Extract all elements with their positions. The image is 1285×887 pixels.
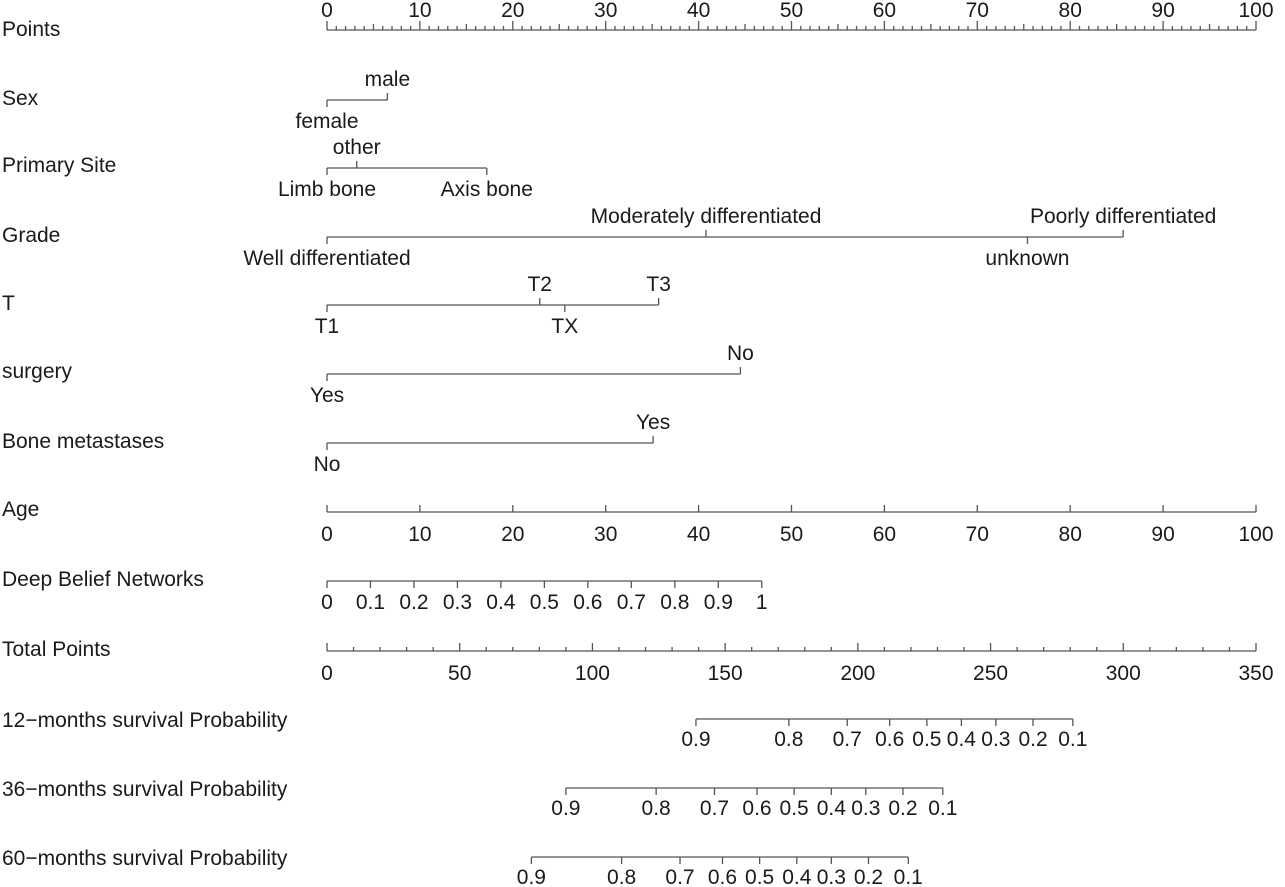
surgery-level-label: Yes: [309, 384, 345, 407]
points-tick-label: 30: [594, 0, 618, 22]
surv12-tick-label: 0.5: [912, 728, 942, 751]
dbn-tick-label: 0.4: [486, 591, 516, 614]
age-tick-label: 0: [321, 523, 333, 546]
surv36-tick-label: 0.1: [928, 797, 958, 820]
surv60-tick-label: 0.7: [665, 866, 695, 887]
row-label-bone_metastases: Bone metastases: [2, 430, 165, 453]
points-tick-label: 100: [1238, 0, 1274, 22]
row-label-surv12: 12−months survival Probability: [2, 709, 288, 732]
primary_site-level-label: Limb bone: [277, 178, 377, 201]
row-label-points: Points: [2, 18, 61, 41]
bone_metastases-level-label: Yes: [635, 411, 671, 434]
grade-level-label: Moderately differentiated: [590, 205, 822, 228]
t-level-label: TX: [551, 315, 579, 338]
surv60-tick-label: 0.3: [816, 866, 846, 887]
dbn-tick-label: 0: [321, 591, 333, 614]
points-tick-label: 40: [686, 0, 711, 22]
points-tick-label: 10: [408, 0, 432, 22]
surv12-tick-label: 0.2: [1018, 728, 1048, 751]
age-tick-label: 10: [408, 523, 432, 546]
total-points-tick-label: 200: [840, 662, 876, 685]
age-tick-label: 70: [965, 523, 989, 546]
total-points-tick-label: 0: [321, 662, 333, 685]
sex-level-label: male: [364, 68, 411, 91]
points-tick-label: 90: [1151, 0, 1175, 22]
age-tick-label: 90: [1151, 523, 1175, 546]
surv60-tick-label: 0.6: [707, 866, 738, 887]
bone_metastases-level-label: No: [313, 453, 341, 476]
row-label-t: T: [2, 292, 15, 315]
surv36-tick-label: 0.9: [551, 797, 581, 820]
surv12-tick-label: 0.9: [681, 728, 711, 751]
grade-level-label: Well differentiated: [243, 247, 411, 270]
surgery-level-label: No: [726, 342, 754, 365]
row-label-sex: Sex: [2, 87, 39, 110]
total-points-tick-label: 50: [448, 662, 472, 685]
age-tick-label: 20: [501, 523, 525, 546]
dbn-tick-label: 0.8: [660, 591, 690, 614]
row-label-primary_site: Primary Site: [2, 154, 117, 177]
surv12-tick-label: 0.8: [774, 728, 804, 751]
age-tick-label: 40: [686, 523, 711, 546]
points-tick-label: 50: [779, 0, 804, 22]
row-label-dbn: Deep Belief Networks: [2, 568, 204, 591]
age-tick-label: 100: [1238, 523, 1274, 546]
age-tick-label: 80: [1058, 523, 1082, 546]
dbn-tick-label: 0.5: [529, 591, 559, 614]
row-label-surv36: 36−months survival Probability: [2, 778, 288, 801]
points-tick-label: 60: [872, 0, 897, 22]
row-label-surgery: surgery: [2, 360, 73, 383]
surv36-tick-label: 0.7: [699, 797, 730, 820]
points-tick-label: 0: [321, 0, 333, 22]
surv12-tick-label: 0.1: [1058, 728, 1088, 751]
dbn-tick-label: 0.9: [703, 591, 733, 614]
surv36-tick-label: 0.6: [742, 797, 772, 820]
surv12-tick-label: 0.7: [832, 728, 862, 751]
dbn-tick-label: 0.1: [355, 591, 386, 614]
surv36-tick-label: 0.4: [816, 797, 846, 820]
surv36-tick-label: 0.2: [888, 797, 918, 820]
primary_site-level-label: Axis bone: [440, 178, 533, 201]
grade-level-label: Poorly differentiated: [1029, 205, 1217, 228]
row-label-total_points: Total Points: [2, 638, 111, 661]
surv60-tick-label: 0.1: [893, 866, 923, 887]
row-label-surv60: 60−months survival Probability: [2, 847, 288, 870]
primary_site-level-label: other: [332, 136, 381, 159]
points-tick-label: 70: [965, 0, 989, 22]
row-label-age: Age: [2, 498, 40, 521]
total-points-tick-label: 250: [973, 662, 1009, 685]
surv12-tick-label: 0.4: [946, 728, 976, 751]
surv12-tick-label: 0.6: [875, 728, 905, 751]
age-tick-label: 30: [594, 523, 618, 546]
points-tick-label: 20: [501, 0, 525, 22]
row-label-grade: Grade: [2, 224, 61, 247]
total-points-tick-label: 350: [1238, 662, 1274, 685]
surv60-tick-label: 0.8: [607, 866, 637, 887]
surv60-tick-label: 0.5: [745, 866, 775, 887]
surv60-tick-label: 0.2: [853, 866, 884, 887]
dbn-tick-label: 0.3: [442, 591, 473, 614]
t-level-label: T2: [527, 273, 552, 296]
dbn-tick-label: 1: [755, 591, 768, 614]
surv36-tick-label: 0.8: [641, 797, 671, 820]
total-points-tick-label: 150: [707, 662, 743, 685]
surv36-tick-label: 0.3: [851, 797, 881, 820]
surv36-tick-label: 0.5: [779, 797, 809, 820]
surv60-tick-label: 0.9: [516, 866, 546, 887]
dbn-tick-label: 0.7: [616, 591, 646, 614]
grade-level-label: unknown: [985, 247, 1070, 270]
age-tick-label: 60: [872, 523, 897, 546]
dbn-tick-label: 0.2: [399, 591, 429, 614]
points-tick-label: 80: [1058, 0, 1082, 22]
sex-level-label: female: [295, 110, 359, 133]
dbn-tick-label: 0.6: [573, 591, 603, 614]
total-points-tick-label: 300: [1105, 662, 1141, 685]
total-points-tick-label: 100: [574, 662, 610, 685]
surv60-tick-label: 0.4: [782, 866, 812, 887]
surv12-tick-label: 0.3: [981, 728, 1011, 751]
age-tick-label: 50: [779, 523, 804, 546]
t-level-label: T3: [646, 273, 671, 296]
t-level-label: T1: [314, 315, 340, 338]
